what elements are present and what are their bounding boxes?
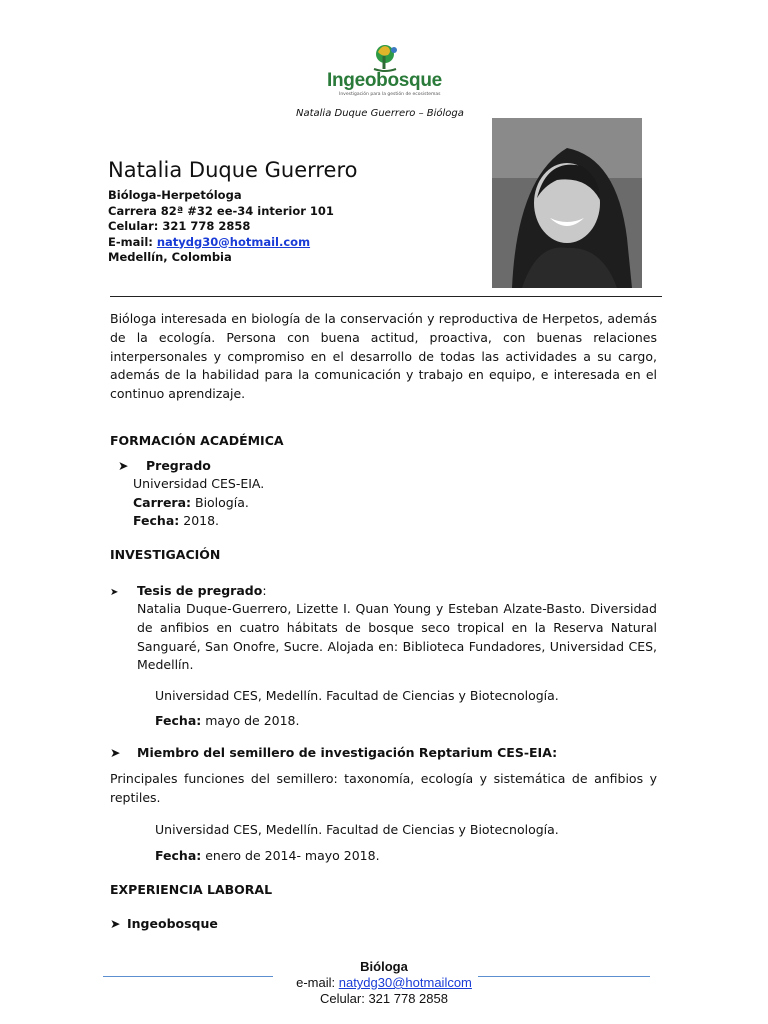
arrow-bullet-icon: ➤	[110, 745, 121, 760]
logo-tagline: Investigación para la gestión de ecosistemas	[339, 92, 441, 97]
profile-email: E-mail: natydg30@hotmail.com	[108, 234, 311, 249]
header-divider	[110, 296, 662, 297]
footer-email-link[interactable]: natydg30@hotmailcom	[338, 975, 472, 990]
section-heading-formacion: FORMACIÓN ACADÉMICA	[110, 433, 284, 448]
formacion-item: ➤ Pregrado	[118, 458, 211, 473]
footer-email: e-mail: natydg30@hotmailcom	[296, 975, 472, 990]
semillero-fecha: Fecha: enero de 2014- mayo 2018.	[155, 848, 380, 863]
profile-role: Bióloga-Herpetóloga	[108, 188, 242, 202]
footer-title: Bióloga	[360, 959, 408, 974]
profile-photo	[492, 118, 642, 288]
semillero-item: ➤ Miembro del semillero de investigación Reptarium CES-EIA:	[110, 745, 558, 760]
semillero-institution: Universidad CES, Medellín. Facultad de Ciencias y Biotecnología.	[155, 822, 559, 837]
header-subtitle: Natalia Duque Guerrero – Bióloga	[296, 108, 464, 119]
logo-text: Ingeobosque	[327, 70, 442, 91]
tesis-item: ➤ Tesis de pregrado:	[110, 583, 267, 598]
tesis-institution: Universidad CES, Medellín. Facultad de Ciencias y Biotecnología.	[155, 688, 559, 703]
arrow-bullet-icon: ➤	[110, 916, 121, 931]
formacion-institution: Universidad CES-EIA.	[133, 476, 265, 491]
profile-city: Medellín, Colombia	[108, 250, 232, 264]
formacion-fecha: Fecha: 2018.	[133, 513, 220, 528]
contact-block	[108, 188, 334, 266]
profile-phone: Celular: 321 778 2858	[108, 219, 251, 233]
section-heading-experiencia: EXPERIENCIA LABORAL	[110, 882, 273, 897]
formacion-carrera: Carrera: Biología.	[133, 495, 249, 510]
profile-address: Carrera 82ª #32 ee-34 interior 101	[108, 203, 334, 218]
email-link[interactable]: natydg30@hotmail.com	[156, 234, 311, 249]
footer-phone: Celular: 321 778 2858	[320, 991, 448, 1006]
profile-name: Natalia Duque Guerrero	[108, 158, 358, 182]
tesis-fecha: Fecha: mayo de 2018.	[155, 713, 300, 728]
arrow-bullet-icon: ➤	[118, 458, 129, 473]
tesis-reference: Natalia Duque-Guerrero, Lizette I. Quan Young y Esteban Alzate-Basto. Diversidad de anfibios en cuatro hábitats de bosque seco tropical en la Reserva Natural Sanguaré, San Onofre, Sucre. Alojada en: Biblioteca Fundadores, Universidad CES, Medellín.	[137, 601, 657, 673]
semillero-description: Principales funciones del semillero: taxonomía, ecología y sistemática de anfibios y reptiles.	[110, 771, 657, 805]
summary-paragraph: Bióloga interesada en biología de la conservación y reproductiva de Herpetos, además de la ecología. Persona con buena actitud, proactiva, con buenas relaciones interpersonales y compromiso en el desarrollo de todas las actividades a su cargo, además de la habilidad para la comunicación y trabajo en equipo, e interesada en el continuo aprendizaje.	[110, 311, 657, 402]
arrow-bullet-icon: ➤	[110, 587, 119, 598]
section-heading-investigacion: INVESTIGACIÓN	[110, 547, 221, 562]
experiencia-item: ➤ Ingeobosque	[110, 916, 218, 931]
